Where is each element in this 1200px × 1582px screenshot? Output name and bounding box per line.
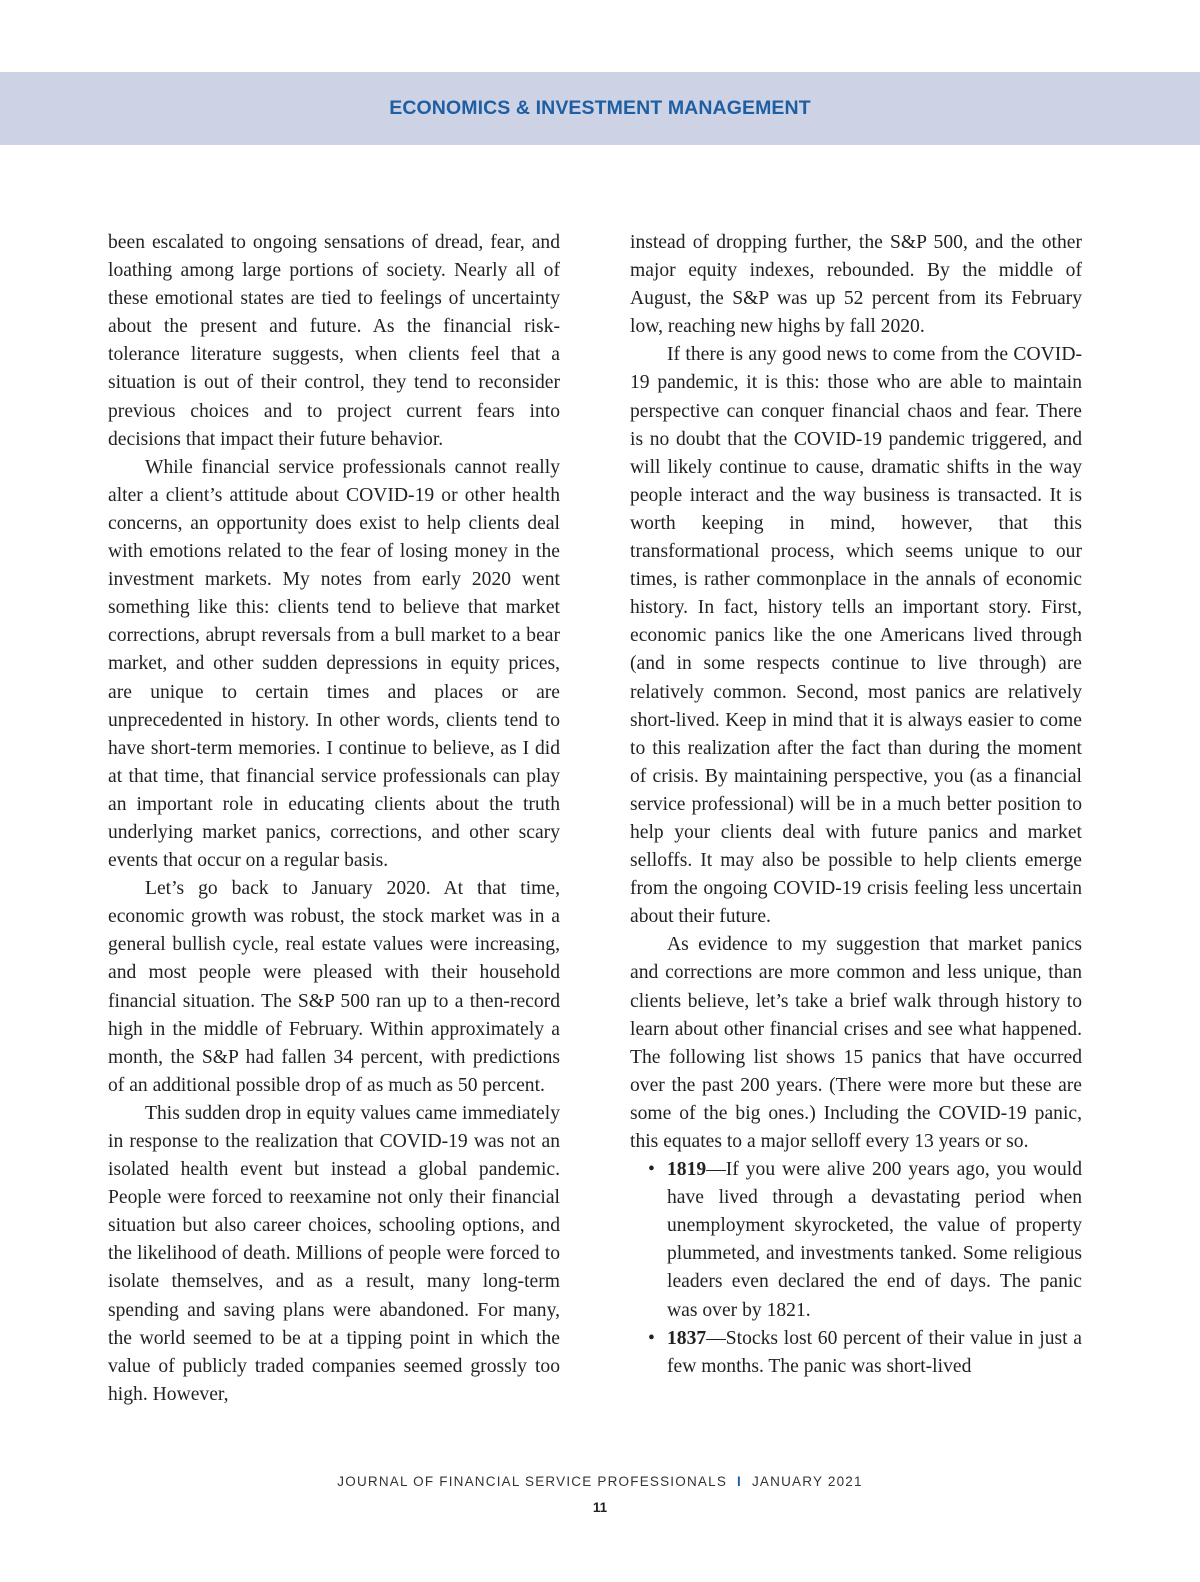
paragraph: instead of dropping further, the S&P 500, and the other major equity indexes, rebounded. By the middle of August, the S&P was up 52 percent from its February low, reaching new highs by fall 2020. [630, 232, 1082, 338]
list-item-text: —Stocks lost 60 percent of their value in just a few months. The panic was short-lived [667, 1327, 1082, 1377]
issue-date: JANUARY 2021 [751, 1474, 863, 1489]
bullet-marker: • [648, 1327, 655, 1349]
paragraph: If there is any good news to come from the COVID-19 pandemic, it is this: those who are able to maintain perspective can conquer financial chaos and fear. There is no doubt that the COVID-19 pandemic triggered, and will likely continue to cause, dramatic shifts in the way people interact and the way business is transacted. It is worth keeping in mind, however, that this transformational process, which seems unique to our times, is rather commonplace in the annals of economic history. In fact, history tells an important story. First, economic panics like the one Americans lived through (and in some respects continue to live through) are relatively common. Second, most panics are relatively short-lived. Keep in mind that it is always easier to come to this realization after the fact than during the moment of crisis. By maintaining perspective, you (as a financial service professional) will be in a much better position to help your clients deal with future panics and market selloffs. It may also be possible to help clients emerge from the ongoing COVID-19 crisis feeling less uncertain about their future. [630, 344, 1082, 928]
panic-list [630, 1156, 1082, 1381]
paragraph: As evidence to my suggestion that market panics and corrections are more common and less unique, than clients believe, let’s take a brief walk through history to learn about other financial crises and see what happened. The following list shows 15 panics that have occurred over the past 200 years. (There were more but these are some of the big ones.) Including the COVID-19 panic, this equates to a major selloff every 13 years or so. [630, 934, 1082, 1152]
footer-separator: I [737, 1474, 742, 1489]
section-header-band [0, 72, 1200, 145]
paragraph: While financial service professionals cannot really alter a client’s attitude about COVID-19 or other health concerns, an opportunity does exist to help clients deal with emotions related to the fear of losing money in the investment markets. My notes from early 2020 went something like this: clients tend to believe that market corrections, abrupt reversals from a bull market to a bear market, and other sudden depressions in equity prices, are unique to certain times and places or are unprecedented in history. In other words, clients tend to have short-term memories. I continue to believe, as I did at that time, that financial service professionals can play an important role in educating clients about the truth underlying market panics, corrections, and other scary events that occur on a regular basis. [108, 456, 560, 872]
right-column [630, 229, 1082, 1381]
list-item-text: —If you were alive 200 years ago, you would have lived through a devastating period when unemployment skyrocketed, the value of property plummeted, and investments tanked. Some religious leaders even declared the end of days. The panic was over by 1821. [667, 1159, 1082, 1321]
bullet-marker: • [648, 1159, 655, 1181]
list-item-year: 1837 [667, 1327, 707, 1349]
left-column [108, 229, 560, 1409]
running-footer [0, 1474, 1200, 1489]
page-number: 11 [592, 1500, 608, 1515]
list-item [630, 1156, 1082, 1325]
list-item-year: 1819 [667, 1159, 707, 1181]
journal-name: JOURNAL OF FINANCIAL SERVICE PROFESSIONALS [337, 1474, 728, 1489]
list-item [630, 1325, 1082, 1381]
paragraph: Let’s go back to January 2020. At that time, economic growth was robust, the stock market was in a general bullish cycle, real estate values were increasing, and most people were pleased with their household financial situation. The S&P 500 ran up to a then-record high in the middle of February. Within approximately a month, the S&P had fallen 34 percent, with predictions of an additional possible drop of as much as 50 percent. [108, 878, 560, 1096]
paragraph: been escalated to ongoing sensations of dread, fear, and loathing among large portions of society. Nearly all of these emotional states are tied to feelings of uncertainty about the present and future. As the financial risk-tolerance literature suggests, when clients feel that a situation is out of their control, they tend to reconsider previous choices and to project current fears into decisions that impact their future behavior. [108, 232, 560, 450]
section-title: ECONOMICS & INVESTMENT MANAGEMENT [389, 97, 811, 119]
paragraph: This sudden drop in equity values came immediately in response to the realization that COVID-19 was not an isolated health event but instead a global pandemic. People were forced to reexamine not only their financial situation but also career choices, schooling options, and the likelihood of death. Millions of people were forced to isolate themselves, and as a result, many long-term spending and saving plans were abandoned. For many, the world seemed to be at a tipping point in which the value of publicly traded companies seemed grossly too high. However, [108, 1102, 560, 1405]
